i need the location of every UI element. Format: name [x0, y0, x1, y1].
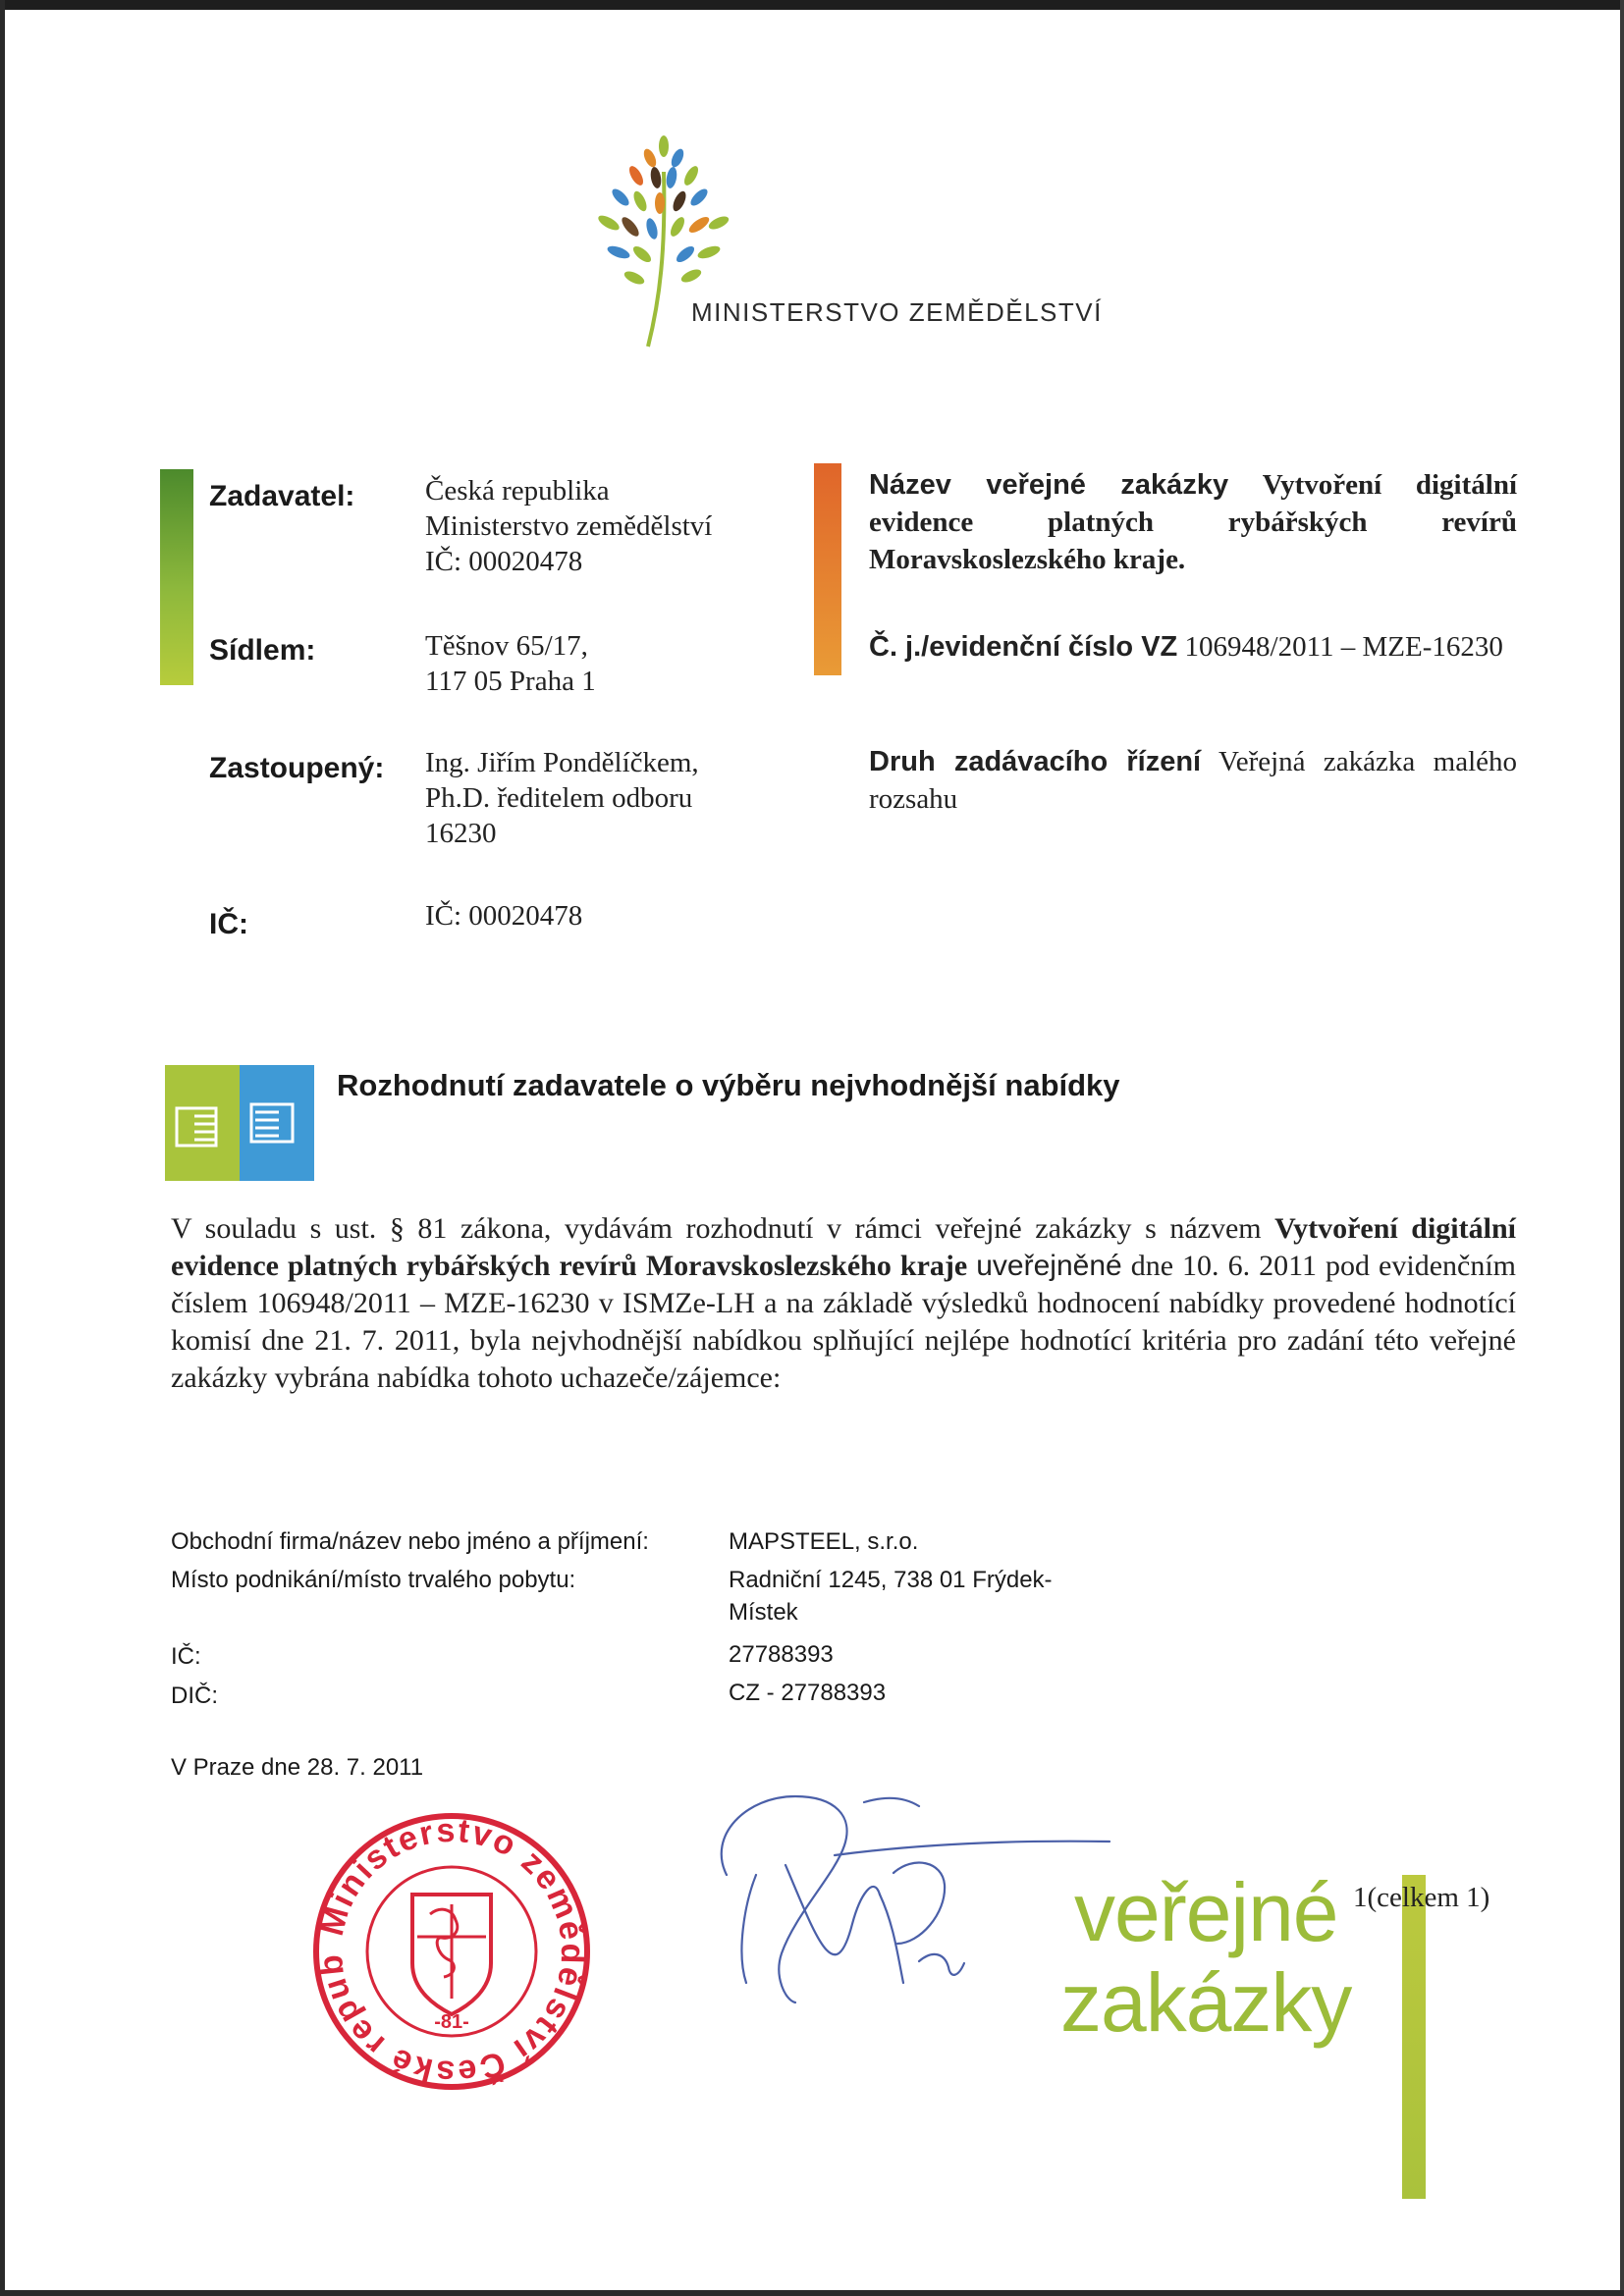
scan-border-right: [1620, 0, 1624, 2296]
firm-value: MAPSTEEL, s.r.o.: [729, 1528, 919, 1555]
decision-paragraph: [171, 1210, 1516, 1397]
orange-accent-bar: [814, 463, 841, 675]
zakazka-name-value: Vytvoření digitální evidence platných rybářských revírů Moravskoslezského kraje.: [869, 469, 1518, 575]
stamp-text: Ministerstvo zemědělství České repub: [311, 1811, 592, 2092]
official-stamp: [304, 1804, 599, 2099]
svg-text:Ministerstvo zemědělství České: [304, 1804, 591, 2091]
winner-dic-value: CZ - 27788393: [729, 1680, 887, 1706]
zakazka-name: [869, 466, 1517, 578]
zakazka-cj: [869, 628, 1517, 666]
stamp-center-text: -81-: [434, 2011, 469, 2033]
scan-border-bottom: [0, 2290, 1624, 2296]
handshake-icon: [165, 1065, 314, 1181]
zadavatel-line: Česká republika: [425, 475, 610, 507]
zadavatel-value: [425, 473, 712, 579]
zakazka-druh: [869, 743, 1517, 818]
zastoupeny-value: [425, 745, 699, 851]
zastoupeny-line: Ph.D. ředitelem odboru: [425, 782, 693, 814]
page-number: 1(celkem 1): [1353, 1882, 1490, 1913]
zastoupeny-line: Ing. Jiřím Pondělíčkem,: [425, 747, 699, 778]
ministry-logo: [569, 133, 1119, 358]
zastoupeny-label: Zastoupený:: [209, 752, 385, 784]
zakazka-druh-value: Veřejná zakázka malého rozsahu: [869, 746, 1517, 815]
sidlem-value: [425, 628, 596, 699]
zakazka-druh-label: Druh zadávacího řízení: [869, 746, 1202, 777]
zastoupeny-line: 16230: [425, 818, 497, 849]
zadavatel-line: IČ: 00020478: [425, 546, 583, 577]
zadavatel-label: Zadavatel:: [209, 480, 355, 512]
place-value-2: Místek: [729, 1599, 798, 1626]
decision-contract-name: Vytvoření digitální evidence platných rybářských revírů Moravskoslezského kraje: [171, 1212, 1516, 1282]
decision-text-1: V souladu s ust. § 81 zákona, vydávám rozhodnutí v rámci veřejné zakázky s názvem: [171, 1212, 1262, 1245]
sidlem-line: Těšnov 65/17,: [425, 630, 588, 662]
decision-heading: Rozhodnutí zadavatele o výběru nejvhodnější nabídky: [337, 1068, 1120, 1102]
zakazka-cj-label: Č. j./evidenční číslo VZ: [869, 631, 1178, 663]
date-line: V Praze dne 28. 7. 2011: [171, 1754, 424, 1781]
logo-text: MINISTERSTVO ZEMĚDĚLSTVÍ: [691, 297, 1103, 327]
place-label: Místo podnikání/místo trvalého pobytu:: [171, 1567, 576, 1593]
brand-accent-bar: [1402, 1875, 1426, 2199]
green-accent-bar: [160, 469, 193, 685]
zakazka-cj-value: 106948/2011 – MZE-16230: [1184, 631, 1503, 663]
decision-text-2: dne 10. 6. 2011 pod evidenčním číslem 106948/2011 – MZE-16230 v ISMZe-LH a na základě výsledků hodnocení nabídky provedené hodnotící komisí dne 21. 7. 2011, byla nejvhodnější nabídkou splňující nejlépe hodnotící kritéria pro zadání této veřejné zakázky vybrána nabídka tohoto uchazeče/zájemce:: [171, 1250, 1517, 1394]
sidlem-line: 117 05 Praha 1: [425, 666, 596, 697]
ic-value: IČ: 00020478: [425, 900, 583, 932]
scan-border-left: [0, 0, 5, 2296]
firm-label: Obchodní firma/název nebo jméno a příjmení:: [171, 1528, 649, 1555]
winner-ic-value: 27788393: [729, 1641, 834, 1668]
zakazka-name-label: Název veřejné zakázky: [869, 469, 1229, 501]
ic-label: IČ:: [209, 908, 248, 940]
zadavatel-line: Ministerstvo zemědělství: [425, 510, 713, 542]
scan-border-top: [0, 0, 1624, 10]
place-value-1: Radniční 1245, 738 01 Frýdek-: [729, 1567, 1053, 1593]
brand-line-1: veřejné: [1074, 1866, 1338, 1958]
decision-text-sans: uveřejněné: [976, 1250, 1122, 1282]
winner-ic-label: IČ:: [171, 1643, 201, 1670]
brand-line-2: zakázky: [1060, 1956, 1352, 2049]
sidlem-label: Sídlem:: [209, 634, 316, 667]
winner-dic-label: DIČ:: [171, 1682, 218, 1709]
